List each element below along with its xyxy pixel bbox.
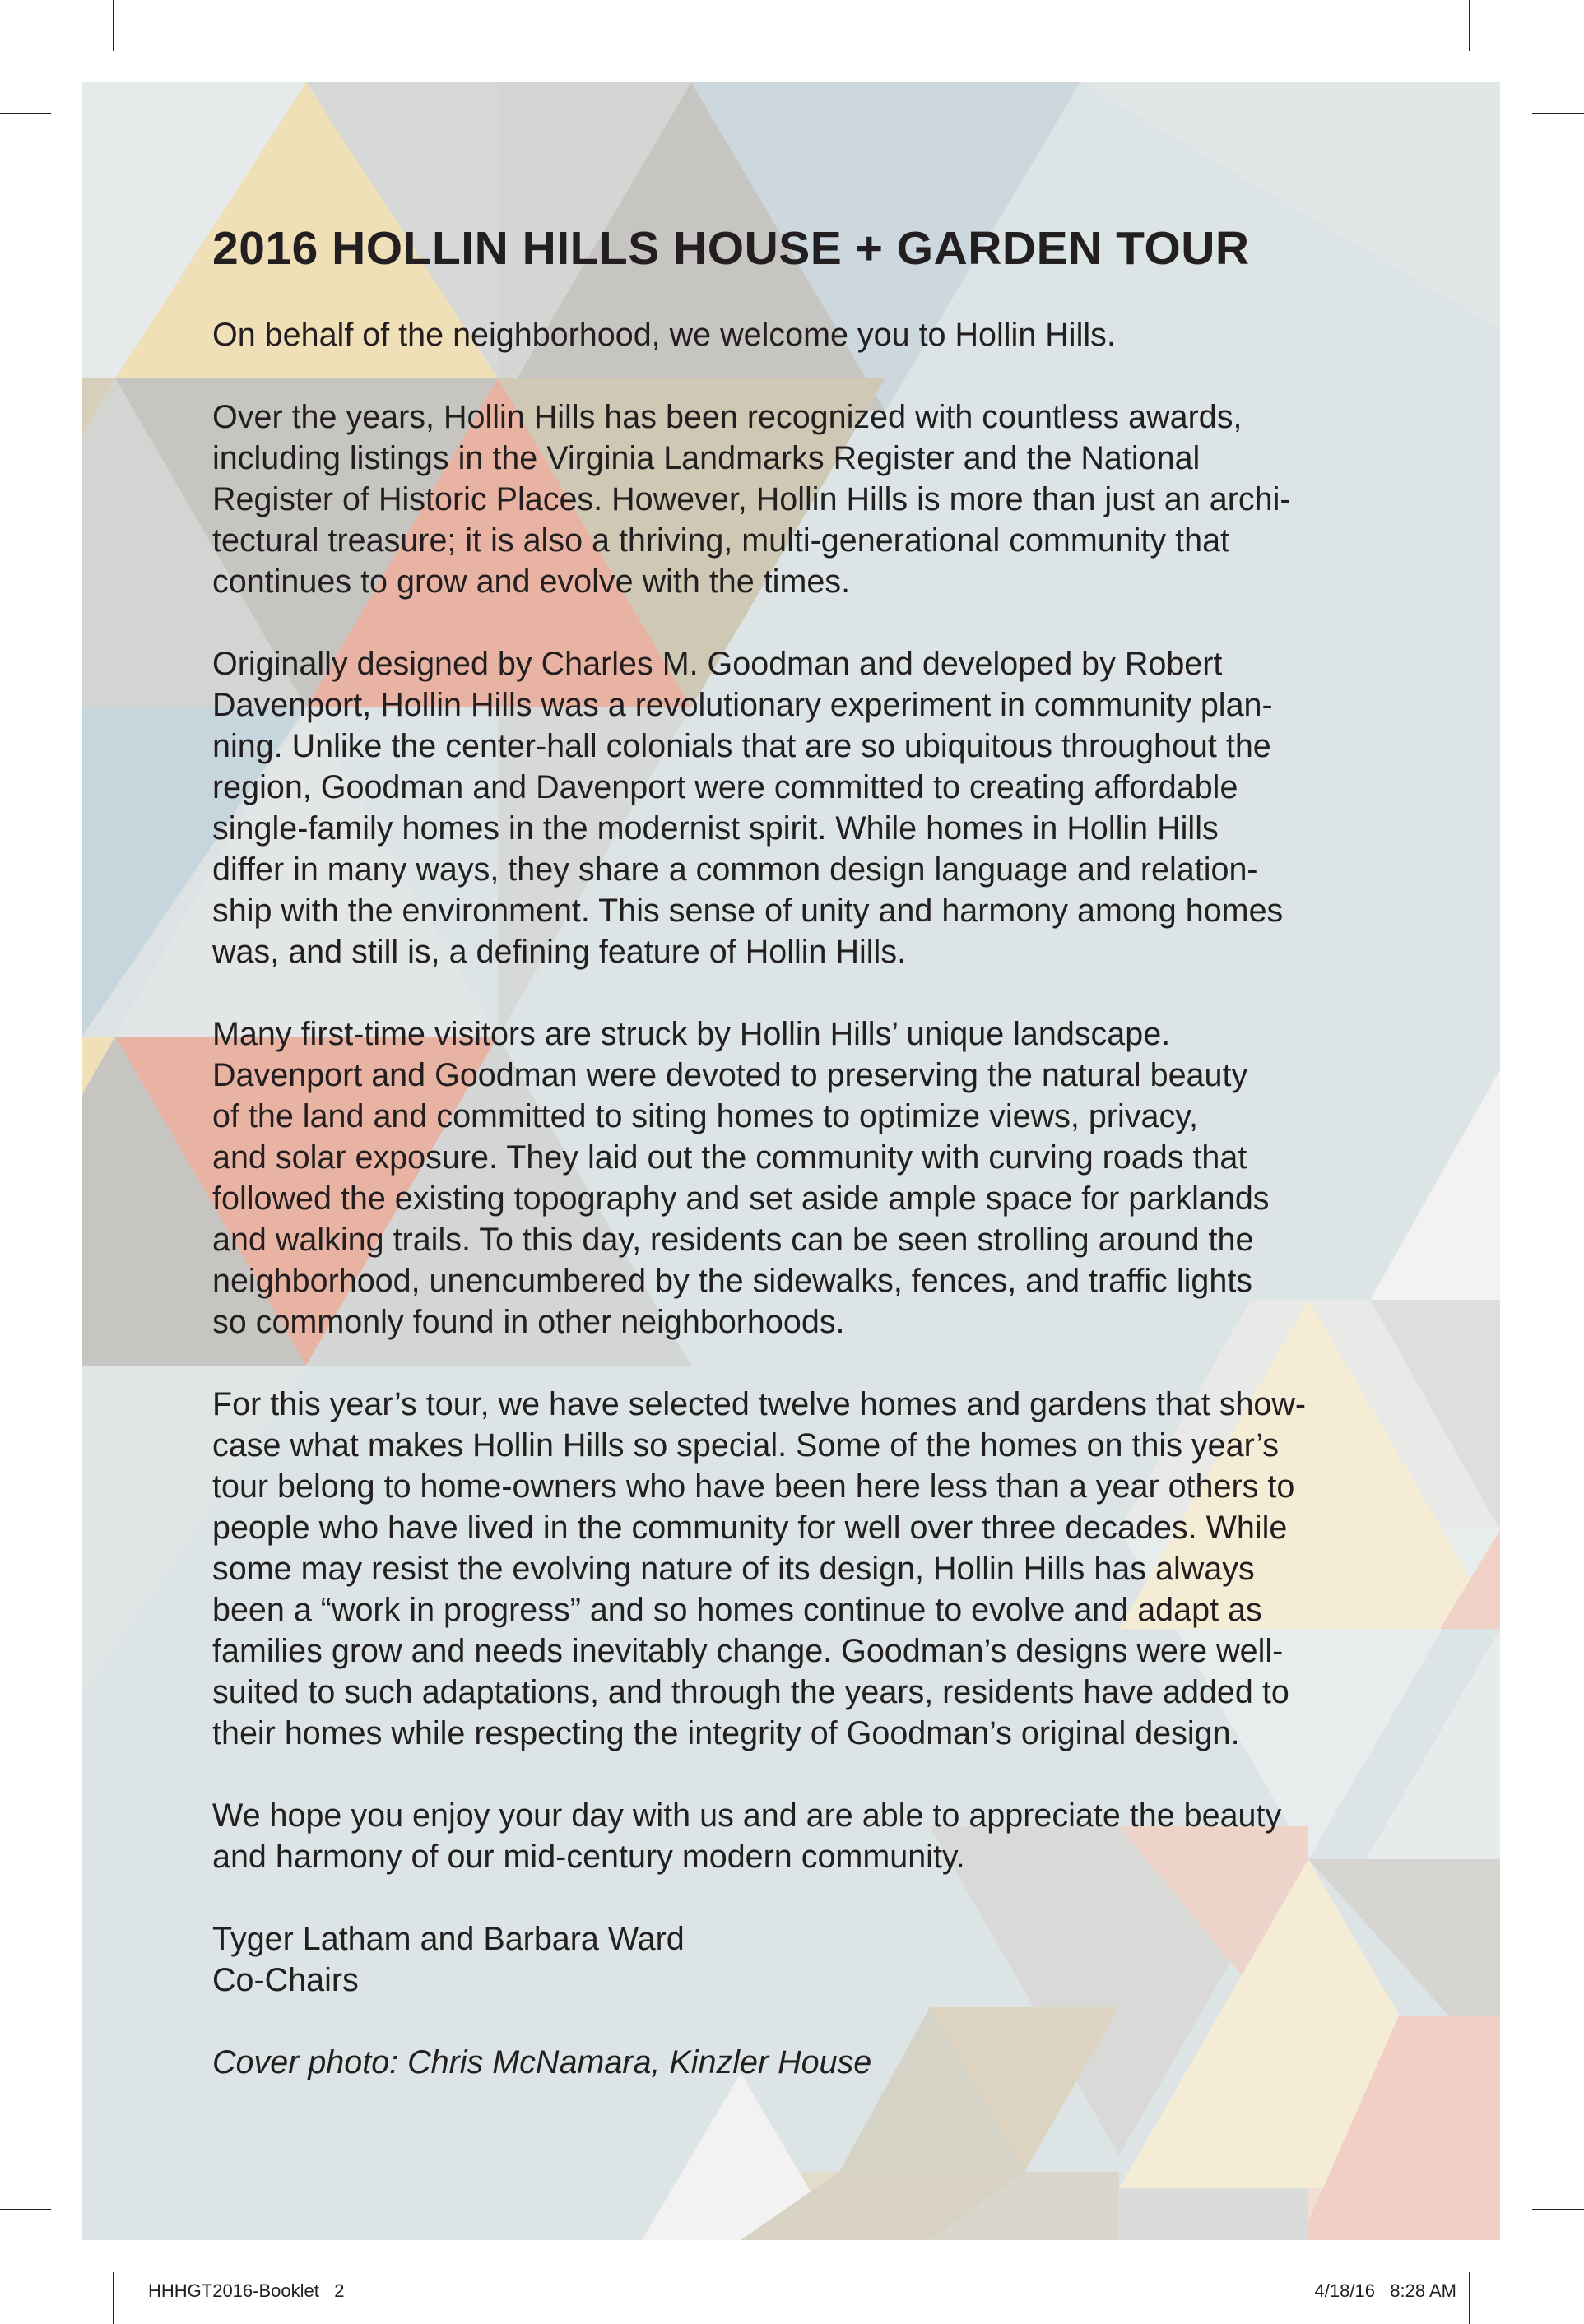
bg-triangle [1119,2188,1308,2240]
crop-mark-top-left [113,0,114,51]
paragraph-line: followed the existing topography and set aside ample space for parklands [212,1181,1270,1217]
crop-mark-left-bottom [0,2209,51,2210]
paragraph-line: some may resist the evolving nature of its design, Hollin Hills has always [212,1551,1255,1587]
crop-mark-bottom-right [1469,2272,1470,2324]
signature-role: Co-Chairs [212,1962,359,1998]
crop-mark-right-top [1532,113,1584,114]
paragraph-line: Register of Historic Places. However, Hollin Hills is more than just an archi- [212,481,1291,517]
paragraph-line: case what makes Hollin Hills so special. Some of the homes on this year’s [212,1427,1280,1464]
paragraph-line: ship with the environment. This sense of unity and harmony among homes [212,893,1284,929]
paragraph-closing [212,1795,1447,1877]
paragraph-line: families grow and needs inevitably change. Goodman’s designs were well- [212,1633,1284,1669]
cover-photo-credit: Cover photo: Chris McNamara, Kinzler House [212,2044,872,2080]
paragraph-line: their homes while respecting the integrity of Goodman’s original design. [212,1715,1240,1751]
paragraph-line: of the land and committed to siting homes to optimize views, privacy, [212,1098,1198,1134]
paragraph-line: neighborhood, unencumbered by the sidewalks, fences, and traffic lights [212,1263,1253,1299]
paragraph-line: Davenport and Goodman were devoted to preserving the natural beauty [212,1057,1248,1093]
signature-block [212,1918,1447,2001]
crop-mark-right-bottom [1532,2209,1584,2210]
paragraph-line: ning. Unlike the center-hall colonials that are so ubiquitous throughout the [212,728,1271,764]
crop-mark-top-right [1469,0,1470,51]
letter-content [212,222,1447,2083]
paragraph-line: Davenport, Hollin Hills was a revolutionary experiment in community plan- [212,687,1273,723]
paragraph-line: tour belong to home-owners who have been here less than a year others to [212,1468,1295,1505]
paragraph-line: single-family homes in the modernist spirit. While homes in Hollin Hills [212,810,1219,847]
paragraph-line: Many first-time visitors are struck by Hollin Hills’ unique landscape. [212,1016,1171,1052]
paragraph-line: been a “work in progress” and so homes continue to evolve and adapt as [212,1592,1262,1628]
paragraph-line: Over the years, Hollin Hills has been recognized with countless awards, [212,399,1243,435]
paragraph-line: so commonly found in other neighborhoods. [212,1304,845,1340]
paragraph-line: Originally designed by Charles M. Goodman and developed by Robert [212,646,1223,682]
paragraph-line: and solar exposure. They laid out the community with curving roads that [212,1139,1247,1176]
crop-mark-bottom-left [113,2272,114,2324]
page-title: 2016 HOLLIN HILLS HOUSE + GARDEN TOUR [212,222,1250,275]
welcome-paragraph: On behalf of the neighborhood, we welcome you to Hollin Hills. [212,317,1116,353]
paragraph-line: and walking trails. To this day, residents can be seen strolling around the [212,1222,1254,1258]
paragraph-line: differ in many ways, they share a common design language and relation- [212,851,1258,888]
paragraph-line: suited to such adaptations, and through the years, residents have added to [212,1674,1289,1710]
paragraph-line: We hope you enjoy your day with us and are able to appreciate the beauty [212,1798,1282,1834]
paragraph-line: tectural treasure; it is also a thriving, multi-generational community that [212,522,1230,559]
print-slug-filename: HHHGT2016-Booklet 2 [148,2280,345,2301]
paragraph-line: region, Goodman and Davenport were committed to creating affordable [212,769,1238,805]
paragraph-line: was, and still is, a defining feature of Hollin Hills. [212,934,907,970]
paragraph-line: continues to grow and evolve with the times. [212,564,851,600]
paragraph-line: and harmony of our mid-century modern community. [212,1839,965,1875]
paragraph-tour [212,1384,1447,1754]
paragraph-landscape [212,1014,1447,1343]
paragraph-line: including listings in the Virginia Landmarks Register and the National [212,440,1201,476]
paragraph-history [212,643,1447,972]
crop-mark-left-top [0,113,51,114]
booklet-page [82,82,1500,2240]
paragraph-recognition [212,397,1447,602]
paragraph-line: people who have lived in the community for well over three decades. While [212,1510,1288,1546]
signature-names: Tyger Latham and Barbara Ward [212,1921,685,1957]
print-slug-timestamp: 4/18/16 8:28 AM [1314,2280,1456,2301]
paragraph-line: For this year’s tour, we have selected twelve homes and gardens that show- [212,1386,1307,1422]
